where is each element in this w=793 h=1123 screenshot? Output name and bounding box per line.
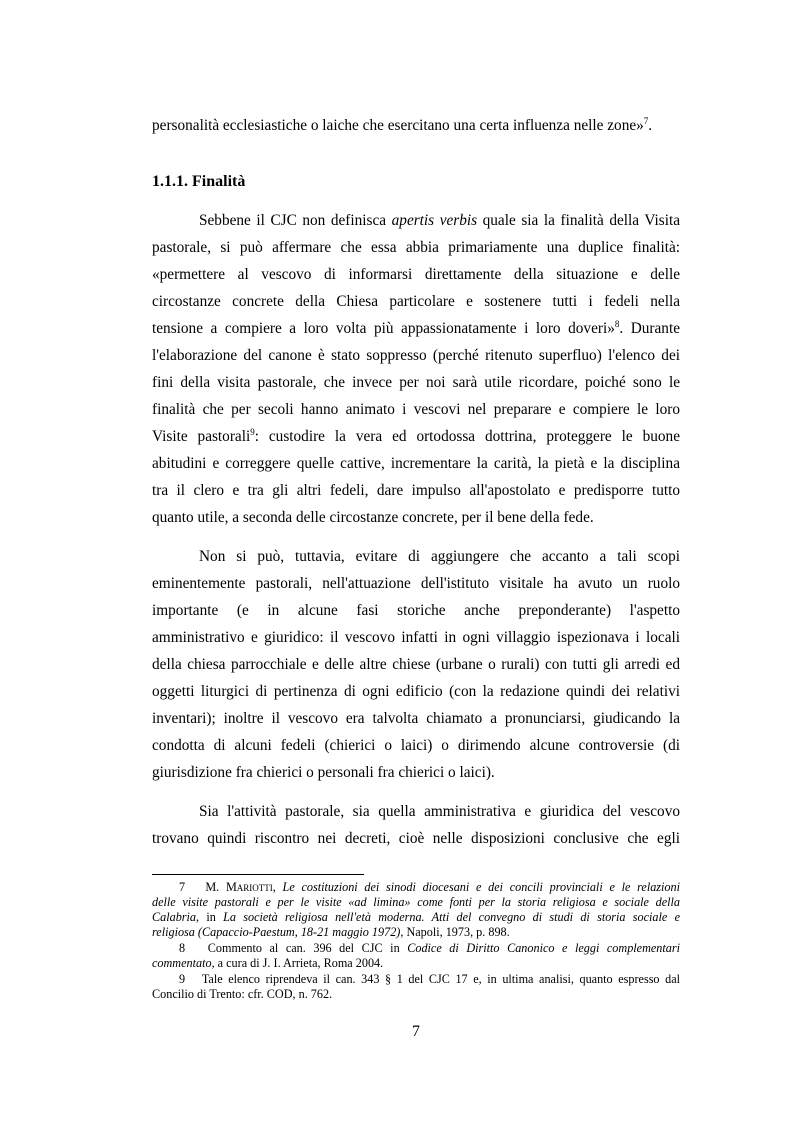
footnote-ref-8[interactable]: 8 [614, 319, 620, 329]
footnote-ref-9[interactable]: 9 [250, 427, 255, 437]
document-page: personalità ecclesiastiche o laiche che esercitano una certa influenza nelle zone»$^7$. 1.1.1. Finalità Sebbene il CJC non definisca apertis verbis quale sia la finalità della Visita pastorale, si può affermare che essa abbia primariamente una duplice finalità: «permettere al vescovo di informarsi direttamente della situazione e delle circostanze concrete della Chiesa particolare e sostenere tutti i fedeli nella tensione a compiere a loro volta più appassionatamente i loro doveri»$^8$. Durante l'elaborazione del canone è stato soppresso (perché ritenuto superfluo) l'elenco dei fini della visita pastorale, che invece per noi sarà utile ricordare, poiché sono le finalità che per secoli hanno animato i vescovi nel preparare e compiere le loro Visite pastorali$^9$: custodire la vera ed ortodossa dottrina, proteggere le buone abitudini e correggere quelle cattive, incrementare la carità, la pietà e la disciplina tra il clero e tra gli altri fedeli, dare impulso all'apostolato e predisporre tutto quanto utile, a seconda delle circostanze concrete, per il bene della fede. Non si può, tuttavia, evitare di aggiungere che accanto a tali scopi eminentemente pastorali, nell'attuazione dell'istituto visitale ha avuto un ruolo importante (e in alcune fasi storiche anche preponderante) l'aspetto amministrativo e giuridico: il vescovo infatti in ogni villaggio ispezionava i locali della chiesa parrocchiale e delle altre chiese (urbane o rurali) con tutti gli arredi ed oggetti liturgici di pertinenza di ogni edificio (con la redazione quindi dei relativi inventari); inoltre il vescovo era talvolta chiamato a pronunciarsi, giudicando la condotta di alcuni fedeli (chierici o laici) o dirimendo alcune controversie (di giurisdizione fra chierici o personali fra chierici o laici). Sia l'attività pastorale, sia quella amministrativa e giuridica del vescovo trovano quindi riscontro nei decreti, cioè nelle disposizioni conclusive che egli 7 M. Mariotti, Le costituzioni dei sinodi diocesani e dei concili provinciali e le relazioni delle visite pastorali e per le visite «ad limina» come fonti per la storia religiosa e sociale della Calabria, in La società religiosa nell'età moderna. Atti del convegno di studi di storia sociale e religiosa (Capaccio-Paestum, 18-21 maggio 1972), Napoli, 1973, p. 898. 8 Commento al can. 396 del CJC in Codice di Diritto Canonico e leggi complementari commentato, a cura di J. I. Arrieta, Roma 2004. 9 Tale elenco riprendeva il can. 343 § 1 del CJC 17 e, in ultima analisi, quanto espresso dal Concilio di Trento: cfr. COD, n. 762. 7 [152, 116, 681, 1040]
page-number: 7 [412, 1023, 420, 1040]
footnote-separator [152, 874, 364, 875]
continuation-line: personalità ecclesiastiche o laiche che esercitano una certa influenza nelle zone»$^7$. [152, 116, 653, 134]
section-heading: 1.1.1. Finalità [152, 173, 246, 190]
footnote-ref-7[interactable]: 7 [643, 116, 649, 126]
